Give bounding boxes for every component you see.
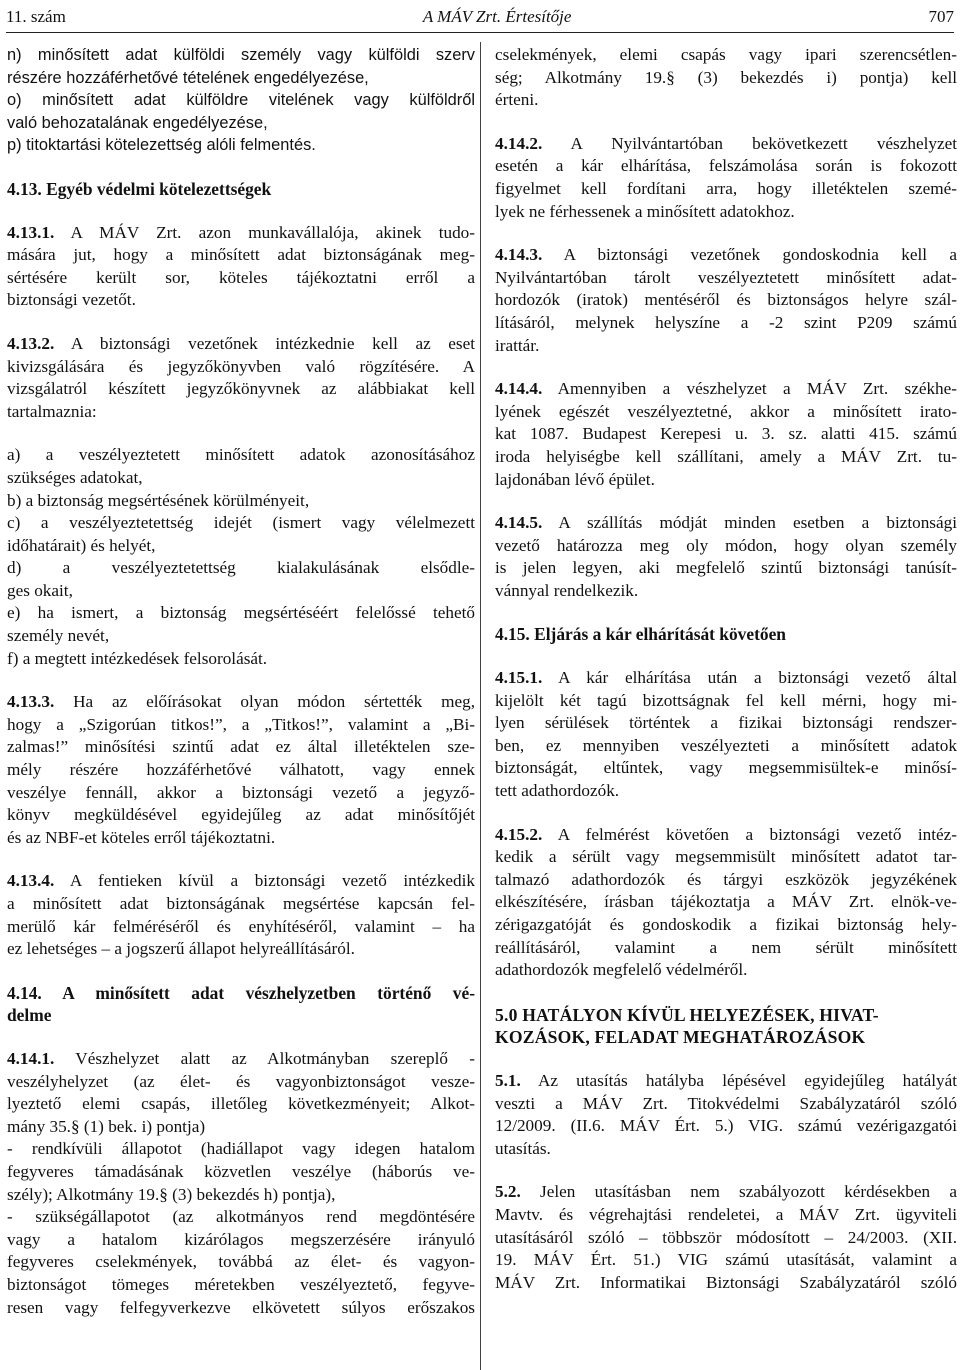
text-line: hogy a „Szigorúan titkos!”, a „Titkos!”, valamint a „Bi-: [7, 714, 475, 734]
paragraph-4-13-1: [7, 222, 475, 312]
text-line: reállításáról, valamint a nem sérült minősített: [495, 937, 957, 957]
text-line: fegyveres cselekmények, továbbá az élet- és vagyon-: [7, 1252, 475, 1272]
text-span: Ha az előírásokat olyan módon sértették meg,: [54, 692, 475, 712]
section-heading-4-13: 4.13. Egyéb védelmi kötelezettségek: [7, 178, 272, 199]
text-span: A Nyilvántartóban bekövetkezett vészhelyzet: [542, 133, 957, 153]
text-span: A kár elhárítása után a biztonsági vezető által: [542, 668, 957, 688]
paragraph-intro-list: [7, 44, 475, 157]
text-line: lyeztető elemi csapás, illetőleg következményeit; Alkot-: [7, 1094, 475, 1114]
text-line: személy nevét,: [7, 626, 110, 646]
text-line: biztonságot tömeges méretekben veszélyeztető, fegyve-: [7, 1274, 475, 1294]
section-heading-4-15: 4.15. Eljárás a kár elhárítását követően: [495, 624, 786, 645]
heading-line: KOZÁSOK, FELADAT MEGHATÁROZÁSOK: [495, 1027, 866, 1048]
issue-number: 11. szám: [6, 7, 66, 26]
text-line: zalmas!” minősítési szintű adat ez által illetéktelen sze-: [7, 737, 475, 757]
text-line: [495, 244, 957, 267]
text-line: ges okait,: [7, 580, 73, 600]
text-line: való behozatalának engedélyezése,: [7, 113, 268, 132]
text-span: Az utasítás hatályba lépésével egyidejűleg hatályát: [520, 1070, 957, 1090]
text-line: mély részére hozzáférhetővé válhatott, vagy ennek: [7, 760, 475, 780]
text-span: Amennyiben a vészhelyzet a MÁV Zrt. székhe-: [542, 379, 957, 399]
text-line: ben, ez mennyiben veszélyezteti a minősített adatok: [495, 735, 957, 755]
text-span: A biztonsági vezetőnek gondoskodnia kell a: [542, 245, 957, 265]
list-item-d: d) a veszélyeztetettség kialakulásának elsődle-: [7, 558, 475, 578]
paragraph-number: 4.14.2.: [495, 133, 543, 153]
heading-line: delme: [7, 1005, 52, 1026]
text-line: és az NBF-et köteles erről tájékoztatni.: [7, 827, 276, 847]
text-line: kivizsgálására és jegyzőkönyvben való rögzítésére. A: [7, 356, 475, 376]
text-line: utasításáról szóló – többször módosított – 24/2003. (XII.: [495, 1227, 957, 1247]
text-line: lításáról, melynek helyszíne a -2 szint P209 számú: [495, 312, 957, 332]
list-item-f: f) a megtett intézkedések felsorolását.: [7, 648, 268, 668]
text-span: Vészhelyzet alatt az Alkotmányban szereplő -: [54, 1048, 475, 1068]
text-line: esetén a kár elhárítása, felszámolása során is fokozott: [495, 156, 957, 176]
text-line: [7, 1048, 475, 1071]
text-span: Jelen utasításban nem szabályozott kérdésekben a: [520, 1182, 957, 1202]
text-line: - szükségállapotot (az alkotmányos rend megdöntésére: [7, 1207, 475, 1227]
text-line: kat 1087. Budapest Kerepesi u. 3. sz. alatti 415. számú: [495, 424, 957, 444]
text-line: [7, 691, 475, 714]
text-span: A biztonsági vezetőnek intézkednie kell az eset: [54, 333, 475, 353]
paragraph-4-15-1: [495, 667, 957, 803]
text-line: utasítás.: [495, 1138, 551, 1158]
text-span: A szállítás módját minden esetben a biztonsági: [542, 513, 957, 533]
paragraph-4-14-4: [495, 378, 957, 491]
text-line: [495, 1070, 957, 1093]
text-line: o) minősített adat külföldre vitelének vagy külföldről: [7, 91, 475, 110]
column-divider: [480, 42, 481, 1370]
text-line: resen vagy felfegyverkezve elkövetett súlyos erőszakos: [7, 1297, 475, 1317]
text-line: merülő kár felméréséről és enyhítéséről, valamint – ha: [7, 916, 475, 936]
text-line: zérigazgatóját és gondoskodik a fizikai biztonság hely-: [495, 915, 957, 934]
text-line: is jelen legyen, aki megfelelő szintű biztonsági tanúsít-: [495, 558, 957, 578]
list-item-c: c) a veszélyeztetettség idejét (ismert vagy vélelmezett: [7, 513, 475, 533]
text-line: [7, 333, 475, 356]
paragraph-4-14-3: [495, 244, 957, 357]
text-line: veszti a MÁV Zrt. Titokvédelmi Szabályzatáról szóló: [495, 1093, 957, 1113]
paragraph-number: 4.14.5.: [495, 513, 543, 533]
text-line: vánnyal rendelkezik.: [495, 580, 639, 600]
paragraph-number: 4.13.1.: [7, 222, 55, 242]
paragraph-number: 4.15.1.: [495, 668, 543, 688]
text-line: Mavtv. és végrehajtási rendeletei, a MÁV Zrt. ügyviteli: [495, 1204, 957, 1224]
text-line: [7, 222, 475, 245]
text-line: mány 35.§ (1) bek. i) pontja): [7, 1116, 206, 1136]
text-line: iroda helyiségbe kell szállítani, amely a MÁV Zrt. tu-: [495, 446, 957, 466]
list-item-e: e) ha ismert, a biztonság megsértéséért felelőssé tehető: [7, 603, 475, 623]
paragraph-continuation: [495, 44, 957, 112]
text-line: lyek ne férhessenek a minősített adatokhoz.: [495, 201, 795, 221]
paragraph-4-14-2: [495, 133, 957, 223]
text-line: hordozók (iratok) mentéséről és biztonságos helyre szál-: [495, 290, 957, 310]
text-line: figyelmet kell fordítani arra, hogy illetéktelen szemé-: [495, 178, 957, 198]
paragraph-4-14-5: [495, 512, 957, 602]
text-line: - rendkívüli állapotot (hadiállapot vagy idegen hatalom: [7, 1139, 475, 1159]
text-line: adathordozók megfelelő védelméről.: [495, 960, 748, 980]
list-item-b: b) a biztonság megsértésének körülményeit,: [7, 490, 310, 510]
text-line: 12/2009. (II.6. MÁV Ért. 5.) VIG. számú vezérigazgatói: [495, 1116, 957, 1136]
text-span: A fentieken kívül a biztonsági vezető intézkedik: [54, 871, 475, 891]
text-line: [495, 824, 957, 847]
text-span: A felmérést követően a biztonsági vezető intéz-: [542, 824, 957, 844]
heading-line: 4.14. A minősített adat vészhelyzetben történő vé-: [7, 982, 475, 1003]
text-line: vezető határozza meg oly módon, hogy olyan személy: [495, 535, 957, 555]
text-line: időhatárait) és helyét,: [7, 535, 156, 555]
paragraph-number: 4.13.3.: [7, 692, 55, 712]
paragraph-5-2: [495, 1181, 957, 1294]
text-line: Nyilvántartóban tárolt veszélyeztetett minősített adat-: [495, 267, 957, 287]
text-line: [495, 133, 957, 156]
paragraph-4-15-2: [495, 824, 957, 982]
text-line: 19. MÁV Ért. 51.) VIG számú utasítását, valamint a: [495, 1250, 957, 1270]
text-line: [495, 512, 957, 535]
text-line: biztonsági vezetőt.: [7, 290, 136, 310]
section-heading-4-14: [7, 982, 475, 1027]
text-line: könyv megküldésével egyidejűleg az adat minősítőjét: [7, 805, 475, 825]
text-line: szély); Alkotmány 19.§ (3) bekezdés h) pontja),: [7, 1184, 336, 1204]
publication-title: A MÁV Zrt. Értesítője: [422, 7, 572, 26]
text-line: tett adathordozók.: [495, 781, 620, 801]
text-line: [7, 870, 475, 893]
text-line: veszélyhelyzet (az élet- és vagyonbiztonságot vesze-: [7, 1071, 475, 1091]
paragraph-4-13-4: [7, 870, 475, 960]
text-span: A MÁV Zrt. azon munkavállalója, akinek tudo-: [54, 222, 475, 242]
paragraph-number: 4.14.3.: [495, 245, 543, 265]
paragraph-number: 4.15.2.: [495, 824, 543, 844]
text-line: ség; Alkotmány 19.§ (3) bekezdés i) pontja) kell: [495, 67, 957, 87]
text-line: a minősített adat biztonságának megsértése kapcsán fel-: [7, 894, 475, 913]
text-line: cselekmények, elemi csapás vagy ipari szerencsétlen-: [495, 45, 957, 64]
text-line: p) titoktartási kötelezettség alóli felmentés.: [7, 136, 316, 155]
text-line: lyének egészét veszélyeztetné, akkor a minősített irato-: [495, 401, 957, 421]
paragraph-number: 5.1.: [495, 1070, 521, 1090]
text-line: részére hozzáférhetővé tételének engedélyezése,: [7, 68, 369, 87]
text-line: [495, 667, 957, 690]
paragraph-4-13-2: [7, 333, 475, 423]
text-line: szükséges adatokat,: [7, 467, 143, 487]
page-header: [6, 4, 954, 30]
text-line: lyen sérülések történtek a fizikai biztonsági rendszer-: [495, 713, 957, 733]
text-line: tartalmaznia:: [7, 401, 97, 421]
paragraph-list-a-f: [7, 444, 475, 670]
text-line: [495, 1181, 957, 1204]
page-number: 707: [928, 7, 954, 26]
text-line: [495, 378, 957, 401]
text-line: fegyveres támadásának közvetlen veszélye (háborús ve-: [7, 1161, 475, 1181]
text-line: veszélye fennáll, akkor a biztonsági vezető a jegyző-: [7, 782, 475, 802]
chapter-heading-5: [495, 1004, 957, 1049]
paragraph-5-1: [495, 1070, 957, 1160]
text-line: kedik a sérült vagy megsemmisült minősített adatot tar-: [495, 847, 957, 867]
text-line: biztonságát, eltűntek, vagy megsemmisültek-e minősí-: [495, 758, 957, 778]
text-line: sértésére került sor, köteles tájékoztatni erről a: [7, 267, 475, 287]
text-line: irattár.: [495, 335, 540, 355]
paragraph-number: 4.13.2.: [7, 333, 55, 353]
text-line: vizsgálatról készített jegyzőkönyvnek az alábbiakat kell: [7, 379, 475, 399]
text-line: MÁV Zrt. Informatikai Biztonsági Szabályzatáról szóló: [495, 1272, 957, 1292]
text-line: lajdonában lévő épület.: [495, 469, 655, 489]
header-rule: [6, 32, 954, 33]
paragraph-number: 4.14.1.: [7, 1048, 55, 1068]
text-line: vagy a hatalom kizárólagos megszerzésére irányuló: [7, 1229, 475, 1249]
list-item-a: a) a veszélyeztetett minősített adatok azonosításához: [7, 445, 475, 465]
paragraph-number: 4.14.4.: [495, 379, 543, 399]
heading-line: 5.0 HATÁLYON KÍVÜL HELYEZÉSEK, HIVAT-: [495, 1004, 879, 1025]
text-line: mására jut, hogy a minősített adat biztonságának meg-: [7, 245, 475, 265]
text-line: érteni.: [495, 90, 539, 110]
text-line: talmazó adathordozók és tárgyi eszközök jegyzékének: [495, 869, 957, 889]
text-line: kijelölt két tagú bizottságnak fel kell mérni, hogy mi-: [495, 690, 957, 710]
text-line: n) minősített adat külföldi személy vagy külföldi szerv: [7, 46, 475, 64]
paragraph-number: 4.13.4.: [7, 871, 55, 891]
paragraph-4-14-1: [7, 1048, 475, 1319]
right-column: [495, 44, 957, 1370]
paragraph-number: 5.2.: [495, 1182, 521, 1202]
text-line: elkészítésére, írásban tájékoztatja a MÁV Zrt. elnök-ve-: [495, 892, 957, 912]
left-column: [7, 44, 475, 1370]
paragraph-4-13-3: [7, 691, 475, 849]
text-line: ez lehetséges – a jogszerű állapot helyreállításáról.: [7, 939, 355, 959]
